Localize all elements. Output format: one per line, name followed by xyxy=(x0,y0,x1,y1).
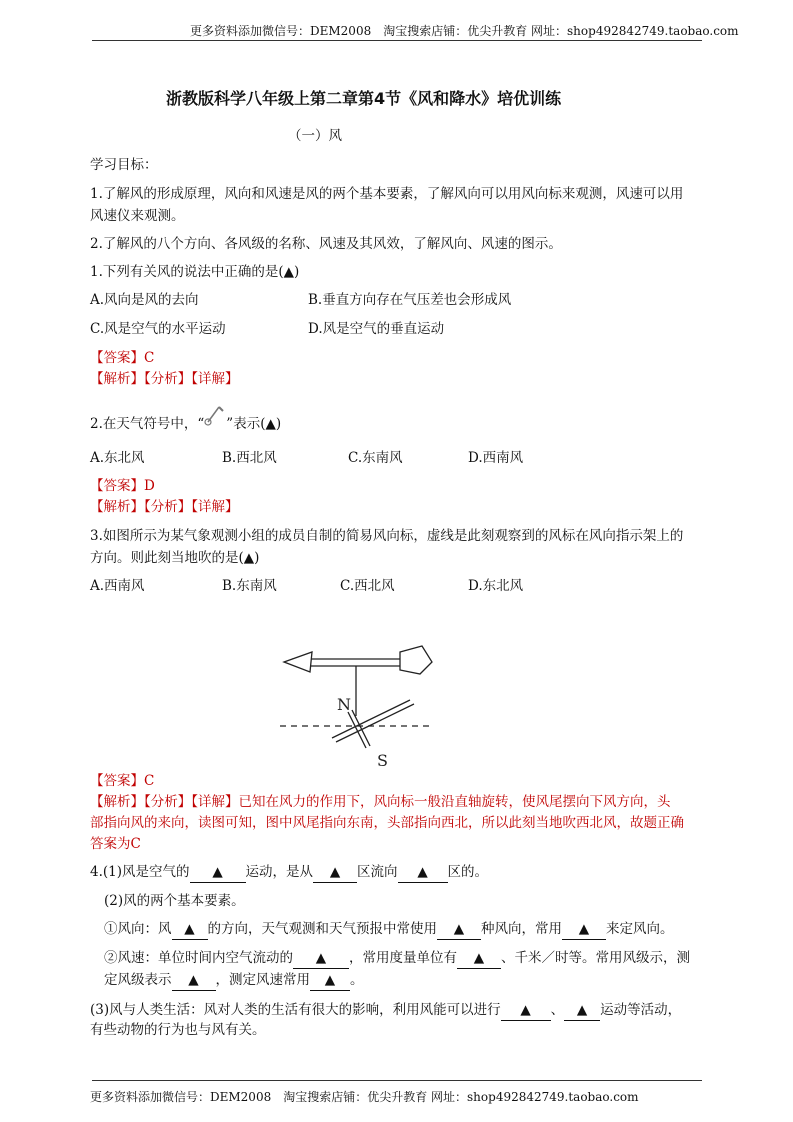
q3-stem-line-1: 3.如图所示为某气象观测小组的成员自制的简易风向标，虚线是此刻观察到的风标在风向指示架上的 xyxy=(90,528,684,544)
goal-1-line-1: 1.了解风的形成原理，风向和风速是风的两个基本要素，了解风向可以用风向标来观测，风速可以用 xyxy=(90,186,684,202)
q4-blank-7[interactable]: ▲ xyxy=(293,948,349,969)
q3-option-d: D.东北风 xyxy=(468,578,524,594)
q4-blank-8[interactable]: ▲ xyxy=(457,948,501,969)
q3-analysis-line-3: 答案为C xyxy=(90,836,141,852)
footer-rule xyxy=(92,1080,702,1081)
ns-pointer-2 xyxy=(348,712,366,748)
q3-analysis-label: 【解析】【分析】【详解】 xyxy=(90,794,239,810)
q3-option-a: A.西南风 xyxy=(90,578,145,594)
q4-text: (3)风与人类生活：风对人类的生活有很大的影响，利用风能可以进行 xyxy=(90,1002,501,1018)
q4-blank-3[interactable]: ▲ xyxy=(398,862,448,883)
q1-answer: 【答案】C xyxy=(90,350,155,366)
q3-stem-line-2: 方向。则此刻当地吹的是(▲) xyxy=(90,550,260,566)
q4-blank-2[interactable]: ▲ xyxy=(313,862,357,883)
q1-option-a: A.风向是风的去向 xyxy=(90,292,199,308)
q4-text: ，测定风速常用 xyxy=(215,972,310,988)
q4-line-1 xyxy=(90,862,488,883)
q1-option-b: B.垂直方向存在气压差也会形成风 xyxy=(308,292,512,308)
q4-line-3 xyxy=(104,919,674,940)
q1-analysis: 【解析】【分析】【详解】 xyxy=(90,371,239,387)
q4-blank-6[interactable]: ▲ xyxy=(562,919,606,940)
q4-text: 定风级表示 xyxy=(104,972,172,988)
q4-text: 运动等活动， xyxy=(600,1002,682,1018)
wind-vane-figure xyxy=(270,630,440,770)
goal-2: 2.了解风的八个方向、各风级的名称、风速及其风效，了解风向、风速的图示。 xyxy=(90,236,562,252)
goals-label: 学习目标： xyxy=(90,157,158,173)
q4-text: 、千米／时等。常用风级示，测 xyxy=(501,950,690,966)
q4-text: 区的。 xyxy=(447,864,489,880)
page-header: 更多资料添加微信号：DEM2008 淘宝搜索店铺：优尖升教育 网址：shop492842749.taobao.com xyxy=(190,24,739,38)
q4-blank-9[interactable]: ▲ xyxy=(172,970,216,991)
section-heading: （一）风 xyxy=(288,128,342,144)
q1-option-c: C.风是空气的水平运动 xyxy=(90,321,226,337)
q4-text: ①风向：风 xyxy=(104,921,172,937)
q3-option-b: B.东南风 xyxy=(222,578,277,594)
q2-stem-pre: 2.在天气符号中，“ xyxy=(90,416,205,432)
q4-text: ②风速：单位时间内空气流动的 xyxy=(104,950,293,966)
q3-option-c: C.西北风 xyxy=(340,578,395,594)
q3-analysis-line-1 xyxy=(90,792,671,812)
page-footer: 更多资料添加微信号：DEM2008 淘宝搜索店铺：优尖升教育 网址：shop492842749.taobao.com xyxy=(90,1090,639,1104)
q3-analysis-line-2: 部指向风的来向，读图可知，图中风尾指向东南，头部指向西北，所以此刻当地吹西北风，故题正确 xyxy=(90,815,684,831)
q4-line-6 xyxy=(90,1000,681,1021)
goal-1-line-2: 风速仪来观测。 xyxy=(90,208,185,224)
q4-text: 来定风向。 xyxy=(606,921,674,937)
q2-option-b: B.西北风 xyxy=(222,450,277,466)
q3-answer: 【答案】C xyxy=(90,773,155,789)
q2-stem-post: ”表示(▲) xyxy=(226,416,282,432)
fig-label-s: S xyxy=(377,751,388,770)
q2-option-c: C.东南风 xyxy=(348,450,403,466)
q4-text: 。 xyxy=(350,972,364,988)
q4-line-7: 有些动物的行为也与风有关。 xyxy=(90,1022,266,1038)
q4-blank-1[interactable]: ▲ xyxy=(190,862,246,883)
q4-line-5 xyxy=(104,970,364,991)
vane-arrowhead xyxy=(284,652,312,672)
q2-stem xyxy=(90,412,281,434)
vane-tail xyxy=(400,646,432,674)
q4-text: 4.(1)风是空气的 xyxy=(90,864,190,880)
q1-option-d: D.风是空气的垂直运动 xyxy=(308,321,445,337)
q4-text: 运动，是从 xyxy=(245,864,314,880)
q4-blank-12[interactable]: ▲ xyxy=(564,1000,600,1021)
header-rule xyxy=(92,40,702,41)
ns-pointer-1 xyxy=(352,710,370,746)
q4-line-2: (2)风的两个基本要素。 xyxy=(104,893,245,909)
q2-option-a: A.东北风 xyxy=(90,450,145,466)
q2-option-d: D.西南风 xyxy=(468,450,524,466)
q4-text: 区流向 xyxy=(357,864,398,880)
q4-blank-10[interactable]: ▲ xyxy=(310,970,350,991)
q2-analysis: 【解析】【分析】【详解】 xyxy=(90,499,239,515)
q4-blank-4[interactable]: ▲ xyxy=(172,919,208,940)
page-title: 浙教版科学八年级上第二章第4节《风和降水》培优训练 xyxy=(166,89,562,108)
wind-symbol-icon xyxy=(204,412,226,432)
q4-blank-5[interactable]: ▲ xyxy=(437,919,481,940)
q2-answer: 【答案】D xyxy=(90,478,155,494)
q3-analysis-text-1: 已知在风力的作用下，风向标一般沿直轴旋转，使风尾摆向下风方向，头 xyxy=(238,794,671,810)
q4-blank-11[interactable]: ▲ xyxy=(501,1000,551,1021)
q4-line-4 xyxy=(104,948,690,969)
q4-text: 、 xyxy=(550,1002,565,1018)
q4-text: ，常用度量单位有 xyxy=(349,950,457,966)
fig-label-n: N xyxy=(337,695,351,714)
q4-text: 的方向，天气观测和天气预报中常使用 xyxy=(207,921,437,937)
q1-stem: 1.下列有关风的说法中正确的是(▲) xyxy=(90,264,300,280)
q4-text: 种风向，常用 xyxy=(481,921,562,937)
